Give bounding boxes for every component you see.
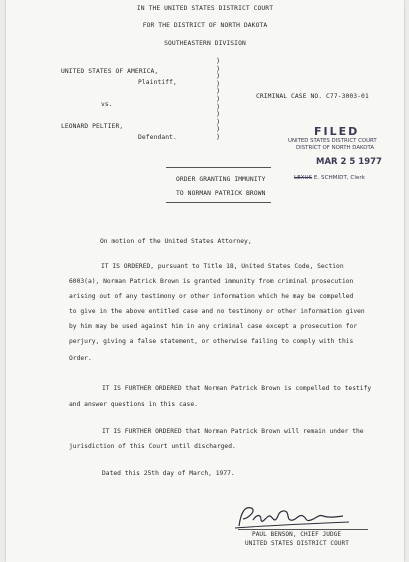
judge-signature (231, 502, 361, 532)
judge-court: UNITED STATES DISTRICT COURT (245, 540, 349, 547)
case-number: CRIMINAL CASE NO. C77-3003-01 (256, 93, 369, 100)
p2-line: and answer questions in this case. (69, 401, 198, 408)
p1-line: 6003(a), Norman Patrick Brown is granted immunity from criminal prosecution (69, 278, 354, 285)
stamp-district-line: DISTRICT OF NORTH DAKOTA (296, 145, 375, 151)
division-line: SOUTHEASTERN DIVISION (164, 40, 246, 47)
versus: vs. (101, 101, 113, 108)
court-name-line: IN THE UNITED STATES DISTRICT COURT (136, 5, 274, 12)
p2-line: IT IS FURTHER ORDERED that Norman Patrick Brown is compelled to testify (102, 385, 372, 392)
stamp-date: MAR 2 5 1977 (316, 157, 382, 167)
dated-line: Dated this 25th day of March, 1977. (102, 470, 235, 477)
defendant-role: Defendant. (138, 134, 177, 141)
p1-line: Order. (69, 355, 92, 362)
p1-line: arising out of any testimony or other information which he may be compelled (69, 293, 354, 300)
p1-line: by him may be used against him in any criminal case except a prosecution for (69, 323, 358, 330)
filed-stamp: FILED (314, 125, 360, 138)
intro-line: On motion of the United States Attorney, (100, 238, 252, 245)
order-title-line1: ORDER GRANTING IMMUNITY (176, 176, 266, 183)
title-rule-bottom (166, 202, 271, 203)
p3-line: jurisdiction of this Court until discharged. (69, 443, 236, 450)
stamp-clerk-struck: LEXUS (294, 175, 313, 181)
defendant-name: LEONARD PELTIER, (61, 123, 124, 130)
p3-line: IT IS FURTHER ORDERED that Norman Patrick Brown will remain under the (102, 428, 364, 435)
district-line: FOR THE DISTRICT OF NORTH DAKOTA (142, 22, 268, 29)
stamp-clerk (294, 175, 365, 181)
judge-name-title: PAUL BENSON, CHIEF JUDGE (252, 531, 342, 538)
signature-rule (238, 529, 368, 530)
stamp-clerk-rest: E. SCHMIDT, Clerk (313, 175, 365, 181)
order-title-line2: TO NORMAN PATRICK BROWN (176, 190, 266, 197)
p1-line: perjury, giving a false statement, or otherwise failing to comply with this (69, 338, 354, 345)
plaintiff-role: Plaintiff, (138, 79, 177, 86)
document-page (6, 0, 404, 562)
caption-brace: ) ) ) ) ) ) ) ) ) ) ) (216, 57, 221, 141)
p1-line: to give in the above entitled case and no testimony or other information given (69, 308, 365, 315)
plaintiff-name: UNITED STATES OF AMERICA, (61, 68, 159, 75)
p1-line: IT IS ORDERED, pursuant to Title 18, United States Code, Section (101, 263, 344, 270)
stamp-court-line: UNITED STATES DISTRICT COURT (288, 138, 377, 144)
title-rule-top (166, 167, 271, 168)
